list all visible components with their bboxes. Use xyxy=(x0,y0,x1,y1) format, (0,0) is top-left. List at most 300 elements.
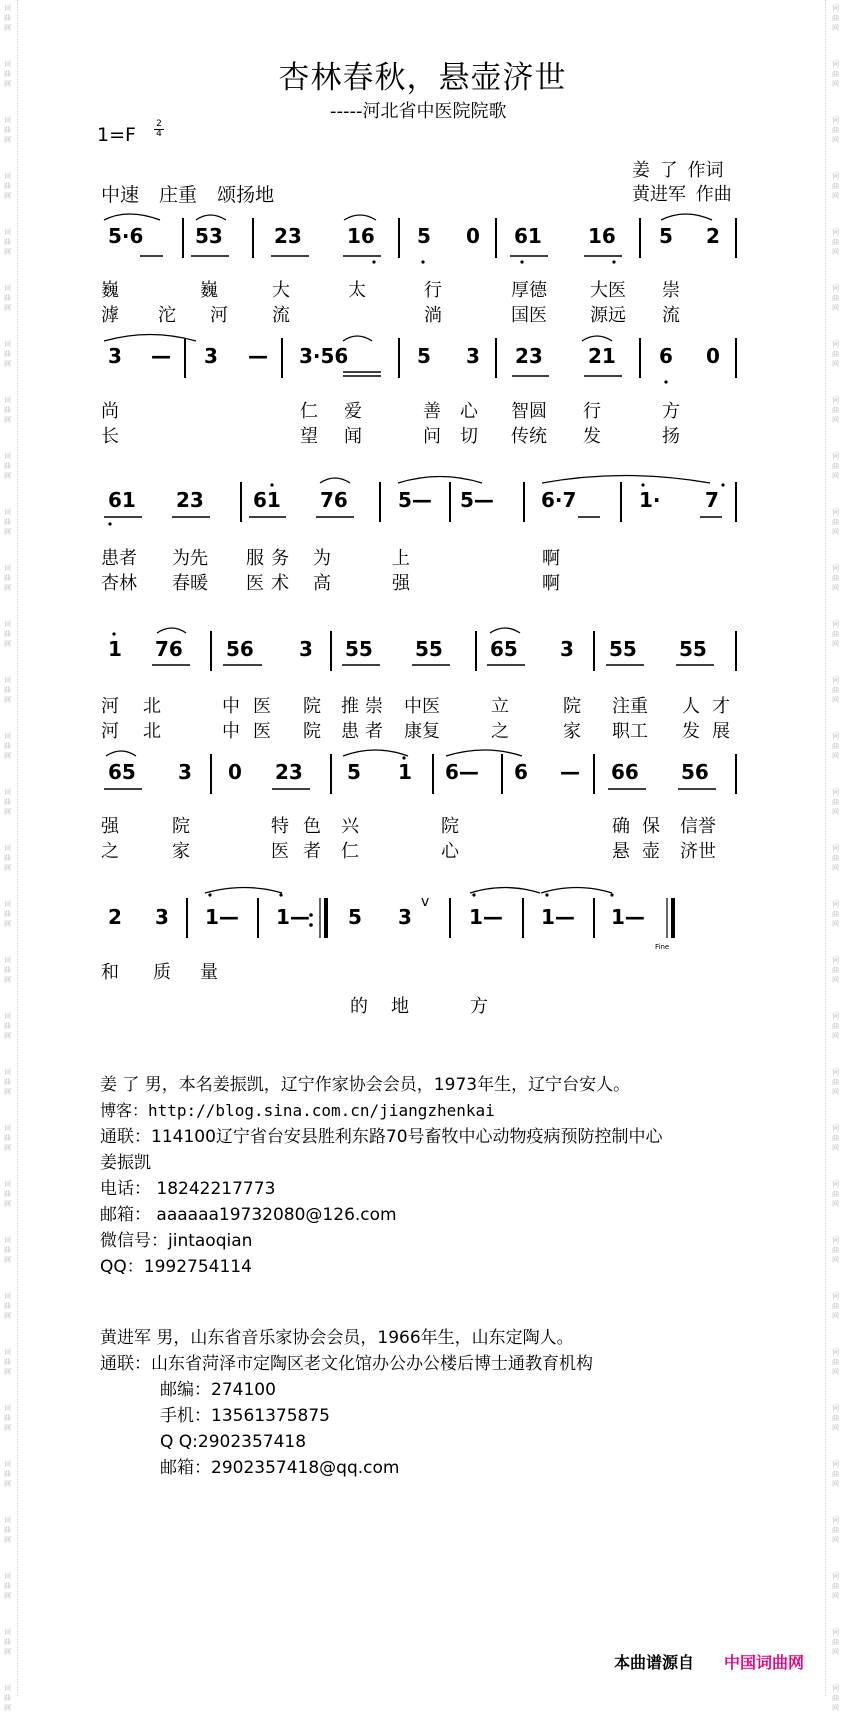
lyricist-intro: 姜 了 男，本名姜振凯，辽宁作家协会会员，1973年生，辽宁台安人。 xyxy=(100,1075,631,1095)
lyric-word: 方 xyxy=(470,996,488,1017)
watermark-glyph: 网 xyxy=(4,416,11,424)
watermark-glyph: 网 xyxy=(832,1088,839,1096)
lyric-word: 行 xyxy=(583,401,601,422)
watermark-glyph: 网 xyxy=(832,304,839,312)
source-site-link[interactable]: 中国词曲网 xyxy=(724,1653,805,1672)
watermark-glyph: 曲 xyxy=(832,686,839,694)
lyric-word: 高 xyxy=(313,573,331,594)
barline xyxy=(210,754,212,794)
tempo-marking: 中速 庄重 颂扬地 xyxy=(101,184,275,206)
lyric-word: 务 xyxy=(271,548,289,569)
lyric-word: 春暖 xyxy=(172,573,208,594)
note: 61 xyxy=(514,224,542,248)
composer-address: 通联：山东省菏泽市定陶区老文化馆办公办公楼后博士通教育机构 xyxy=(100,1354,593,1374)
note: 1— xyxy=(469,905,503,929)
watermark-glyph: 词 xyxy=(832,1012,839,1020)
lyric-word: 巍 xyxy=(200,280,218,301)
watermark-glyph: 网 xyxy=(832,696,839,704)
lyric-word: 问 xyxy=(423,426,441,447)
watermark-glyph: 网 xyxy=(4,360,11,368)
lyric-word: 注重 xyxy=(612,696,648,717)
watermark-glyph: 词 xyxy=(4,1180,11,1188)
watermark-glyph: 曲 xyxy=(4,1638,11,1646)
lyric-word: 院 xyxy=(441,816,459,837)
watermark-glyph: 词 xyxy=(832,1348,839,1356)
barline xyxy=(210,631,212,671)
watermark-glyph: 曲 xyxy=(832,462,839,470)
barline xyxy=(475,631,477,671)
watermark-glyph: 网 xyxy=(4,696,11,704)
song-title: 杏林春秋，悬壶济世 xyxy=(278,60,567,96)
barline xyxy=(593,898,595,938)
barline xyxy=(593,631,595,671)
watermark-glyph: 曲 xyxy=(4,742,11,750)
note: 53 xyxy=(195,224,223,248)
watermark-glyph: 词 xyxy=(832,956,839,964)
watermark-glyph: 曲 xyxy=(4,910,11,918)
lyric-word: 望 xyxy=(300,426,318,447)
watermark-glyph: 曲 xyxy=(4,294,11,302)
lyricist-info xyxy=(100,1072,663,1280)
watermark-glyph: 曲 xyxy=(4,630,11,638)
lyric-word: 之 xyxy=(101,841,119,862)
lyric-word: 量 xyxy=(200,962,218,983)
note: 3 xyxy=(466,344,480,368)
watermark-glyph: 网 xyxy=(832,976,839,984)
note: 0 xyxy=(228,760,242,784)
composer-info xyxy=(100,1325,593,1481)
watermark-glyph: 词 xyxy=(4,1068,11,1076)
lyric-word: 崇 xyxy=(662,280,680,301)
watermark-glyph: 网 xyxy=(832,1648,839,1656)
composer-postcode: 邮编：274100 xyxy=(160,1380,276,1400)
watermark-glyph: 词 xyxy=(832,1124,839,1132)
watermark-glyph: 词 xyxy=(4,732,11,740)
note: 23 xyxy=(515,344,543,368)
watermark-glyph: 词 xyxy=(832,1292,839,1300)
composer-intro: 黄进军 男，山东省音乐家协会会员，1966年生，山东定陶人。 xyxy=(100,1328,574,1348)
watermark-glyph: 曲 xyxy=(832,742,839,750)
lyric-word: 上 xyxy=(392,548,410,569)
watermark-glyph: 网 xyxy=(4,1704,11,1712)
note: 76 xyxy=(320,488,348,512)
note: 23 xyxy=(275,760,303,784)
lyric-word: 中 xyxy=(222,721,240,742)
lyric-word: 大医 xyxy=(590,280,626,301)
lyric-word: 信誉 xyxy=(680,816,716,837)
watermark-glyph: 曲 xyxy=(832,350,839,358)
lyric-word: 壶 xyxy=(642,841,660,862)
watermark-glyph: 网 xyxy=(4,864,11,872)
lyric-word: 扬 xyxy=(662,426,680,447)
lyric-word: 才 xyxy=(712,696,730,717)
lyric-word: 传统 xyxy=(511,426,547,447)
watermark-glyph: 词 xyxy=(4,172,11,180)
lyric-word: 啊 xyxy=(542,573,560,594)
barline xyxy=(432,754,434,794)
note: 55 xyxy=(609,637,637,661)
watermark-glyph: 曲 xyxy=(832,182,839,190)
watermark-glyph: 词 xyxy=(4,1292,11,1300)
lyric-word: 院 xyxy=(303,696,321,717)
lyric-word: 患 xyxy=(341,721,359,742)
watermark-glyph: 词 xyxy=(4,1236,11,1244)
lyric-word: 者 xyxy=(365,721,383,742)
watermark-glyph: 曲 xyxy=(832,1358,839,1366)
note: 55 xyxy=(679,637,707,661)
note: 7 xyxy=(705,488,719,512)
watermark-glyph: 曲 xyxy=(832,1134,839,1142)
note: 3 xyxy=(204,344,218,368)
lyricist-address: 通联：114100辽宁省台安县胜利东路70号畜牧中心动物疫病预防控制中心 xyxy=(100,1127,663,1147)
watermark-glyph: 词 xyxy=(832,1628,839,1636)
lyric-word: 仁 xyxy=(300,401,318,422)
note: 1— xyxy=(541,905,575,929)
slurs-row-6 xyxy=(0,880,845,940)
watermark-glyph: 网 xyxy=(832,360,839,368)
watermark-glyph: 曲 xyxy=(4,462,11,470)
note: 5 xyxy=(347,760,361,784)
watermark-glyph: 网 xyxy=(832,248,839,256)
watermark-glyph: 网 xyxy=(832,1144,839,1152)
watermark-glyph: 词 xyxy=(832,508,839,516)
lyric-word: 滹 xyxy=(101,305,119,326)
lyric-word: 为先 xyxy=(172,548,208,569)
watermark-glyph: 曲 xyxy=(4,854,11,862)
lyric-word: 中医 xyxy=(404,696,440,717)
watermark-glyph: 词 xyxy=(4,4,11,12)
lyric-word: 国医 xyxy=(511,305,547,326)
lyricist-qq: QQ：1992754114 xyxy=(100,1257,252,1277)
breath-mark: v xyxy=(421,894,430,910)
note: 3 xyxy=(299,637,313,661)
note: 6·7 xyxy=(541,488,577,512)
lyric-word: 为 xyxy=(313,548,331,569)
lyric-word: 家 xyxy=(563,721,581,742)
lyric-word: 仁 xyxy=(341,841,359,862)
note: 0 xyxy=(466,224,480,248)
watermark-glyph: 网 xyxy=(4,1480,11,1488)
watermark-glyph: 曲 xyxy=(4,574,11,582)
watermark-glyph: 曲 xyxy=(832,1190,839,1198)
lyric-word: 强 xyxy=(101,816,119,837)
song-subtitle: -----河北省中医院院歌 xyxy=(330,101,507,122)
lyric-word: 医 xyxy=(253,721,271,742)
watermark-glyph: 网 xyxy=(4,920,11,928)
lyric-word: 康复 xyxy=(404,721,440,742)
watermark-glyph: 曲 xyxy=(832,406,839,414)
lyric-word: 者 xyxy=(303,841,321,862)
watermark-glyph: 词 xyxy=(4,1348,11,1356)
watermark-glyph: 曲 xyxy=(4,1694,11,1702)
watermark-glyph: 词 xyxy=(4,452,11,460)
note: 65 xyxy=(108,760,136,784)
watermark-glyph: 网 xyxy=(4,1032,11,1040)
watermark-glyph: 曲 xyxy=(832,574,839,582)
watermark-glyph: 网 xyxy=(4,1256,11,1264)
watermark-glyph: 网 xyxy=(832,584,839,592)
composer-qq: Q Q:2902357418 xyxy=(160,1432,307,1452)
note: 3 xyxy=(398,905,412,929)
watermark-glyph: 词 xyxy=(4,1628,11,1636)
key-signature: 1=F xyxy=(97,124,136,146)
note: 6 xyxy=(659,344,673,368)
lyric-word: 服 xyxy=(246,548,264,569)
lyric-word: 立 xyxy=(491,696,509,717)
lyric-word: 院 xyxy=(303,721,321,742)
watermark-glyph: 网 xyxy=(4,1088,11,1096)
watermark-glyph: 词 xyxy=(832,60,839,68)
time-signature xyxy=(154,120,164,139)
lyric-word: 切 xyxy=(460,426,478,447)
watermark-glyph: 词 xyxy=(4,788,11,796)
watermark-glyph: 词 xyxy=(832,1236,839,1244)
barline xyxy=(735,631,737,671)
note: 2 xyxy=(706,224,720,248)
watermark-glyph: 曲 xyxy=(832,1526,839,1534)
lyric-word: 北 xyxy=(143,696,161,717)
lyricist-credit: 姜 了 作词 xyxy=(632,160,724,181)
watermark-glyph: 曲 xyxy=(4,1302,11,1310)
note: 55 xyxy=(345,637,373,661)
lyric-word: 特 xyxy=(271,816,289,837)
note: 55 xyxy=(415,637,443,661)
composer-mobile: 手机：13561375875 xyxy=(160,1406,330,1426)
watermark-glyph: 曲 xyxy=(832,1246,839,1254)
watermark-glyph: 曲 xyxy=(832,630,839,638)
barline xyxy=(620,482,622,522)
watermark-glyph: 网 xyxy=(832,1704,839,1712)
watermark-glyph: 词 xyxy=(4,620,11,628)
watermark-glyph: 网 xyxy=(4,472,11,480)
watermark-glyph: 词 xyxy=(832,900,839,908)
watermark-glyph: 网 xyxy=(4,752,11,760)
note: 6 xyxy=(514,760,528,784)
note: 61 xyxy=(253,488,281,512)
lyric-word: 善 xyxy=(423,401,441,422)
lyric-word: 沱 xyxy=(158,305,176,326)
watermark-glyph: 网 xyxy=(832,1032,839,1040)
note: 76 xyxy=(155,637,183,661)
note: 2 xyxy=(108,905,122,929)
watermark-glyph: 网 xyxy=(832,1312,839,1320)
lyric-word: 院 xyxy=(172,816,190,837)
watermark-glyph: 曲 xyxy=(832,518,839,526)
lyric-word: 源远 xyxy=(590,305,626,326)
watermark-glyph: 网 xyxy=(832,80,839,88)
watermark-glyph: 曲 xyxy=(4,1246,11,1254)
lyric-word: 的 xyxy=(350,996,368,1017)
watermark-glyph: 词 xyxy=(832,1068,839,1076)
watermark-glyph: 词 xyxy=(832,1404,839,1412)
watermark-glyph: 曲 xyxy=(832,1302,839,1310)
watermark-glyph: 词 xyxy=(832,788,839,796)
note: 1· xyxy=(639,488,661,512)
watermark-glyph: 曲 xyxy=(4,182,11,190)
watermark-glyph: 网 xyxy=(4,80,11,88)
watermark-glyph: 网 xyxy=(832,1368,839,1376)
watermark-glyph: 曲 xyxy=(4,350,11,358)
barline xyxy=(501,754,503,794)
barline xyxy=(184,338,186,378)
watermark-glyph: 网 xyxy=(832,1536,839,1544)
barline xyxy=(522,898,524,938)
note: 5 xyxy=(417,224,431,248)
note: 5— xyxy=(460,488,494,512)
lyric-word: 色 xyxy=(303,816,321,837)
watermark-glyph: 词 xyxy=(832,284,839,292)
watermark-glyph: 词 xyxy=(4,1572,11,1580)
watermark-glyph: 网 xyxy=(4,1536,11,1544)
watermark-glyph: 词 xyxy=(832,844,839,852)
lyric-word: 太 xyxy=(348,280,366,301)
lyric-word: 方 xyxy=(662,401,680,422)
lyricist-phone: 电话： 18242217773 xyxy=(100,1179,276,1199)
lyric-word: 长 xyxy=(101,426,119,447)
watermark-glyph: 曲 xyxy=(832,14,839,22)
lyric-word: 流 xyxy=(662,305,680,326)
watermark-glyph: 词 xyxy=(4,396,11,404)
watermark-glyph: 曲 xyxy=(832,1022,839,1030)
note: 23 xyxy=(274,224,302,248)
lyric-word: 厚德 xyxy=(511,280,547,301)
lyric-word: 院 xyxy=(563,696,581,717)
watermark-glyph: 网 xyxy=(4,640,11,648)
watermark-glyph: 曲 xyxy=(4,1414,11,1422)
barline xyxy=(735,338,737,378)
note: 0 xyxy=(706,344,720,368)
barline xyxy=(495,338,497,378)
lyricist-name: 姜振凯 xyxy=(100,1153,151,1173)
note: — xyxy=(248,344,268,368)
lyric-word: 术 xyxy=(271,573,289,594)
lyric-word: 发 xyxy=(583,426,601,447)
barline xyxy=(523,482,525,522)
lyric-word: 流 xyxy=(272,305,290,326)
lyric-word: 大 xyxy=(272,280,290,301)
watermark-glyph: 词 xyxy=(4,1124,11,1132)
watermark-glyph: 网 xyxy=(4,24,11,32)
watermark-glyph: 词 xyxy=(4,1516,11,1524)
barline xyxy=(735,482,737,522)
watermark-glyph: 曲 xyxy=(4,966,11,974)
watermark-glyph: 曲 xyxy=(832,1078,839,1086)
note: 1— xyxy=(276,905,310,929)
lyric-word: 尚 xyxy=(101,401,119,422)
watermark-glyph: 词 xyxy=(832,4,839,12)
watermark-glyph: 曲 xyxy=(4,406,11,414)
note: 5 xyxy=(417,344,431,368)
watermark-glyph: 曲 xyxy=(832,1694,839,1702)
lyric-word: 地 xyxy=(391,996,409,1017)
watermark-glyph: 网 xyxy=(4,192,11,200)
barline xyxy=(252,218,254,258)
watermark-glyph: 网 xyxy=(4,808,11,816)
lyric-word: 智圆 xyxy=(511,401,547,422)
watermark-glyph: 网 xyxy=(4,528,11,536)
watermark-glyph: 词 xyxy=(4,956,11,964)
note: 1— xyxy=(611,905,645,929)
lyric-word: 确 xyxy=(612,816,630,837)
watermark-glyph: 曲 xyxy=(4,798,11,806)
barline xyxy=(735,218,737,258)
watermark-glyph: 词 xyxy=(832,1516,839,1524)
barline xyxy=(379,482,381,522)
lyric-word: 行 xyxy=(424,280,442,301)
watermark-glyph: 词 xyxy=(4,900,11,908)
lyric-word: 家 xyxy=(172,841,190,862)
composer-email: 邮箱：2902357418@qq.com xyxy=(160,1458,400,1478)
lyric-word: 医 xyxy=(246,573,264,594)
lyric-word: 保 xyxy=(642,816,660,837)
watermark-glyph: 词 xyxy=(4,1460,11,1468)
watermark-glyph: 曲 xyxy=(4,686,11,694)
barline xyxy=(449,898,451,938)
watermark-glyph: 网 xyxy=(832,920,839,928)
note: 1— xyxy=(205,905,239,929)
watermark-glyph: 曲 xyxy=(4,14,11,22)
watermark-glyph: 曲 xyxy=(832,238,839,246)
watermark-glyph: 曲 xyxy=(4,238,11,246)
watermark-glyph: 网 xyxy=(832,24,839,32)
watermark-glyph: 词 xyxy=(832,1684,839,1692)
watermark-glyph: 曲 xyxy=(832,70,839,78)
watermark-glyph: 词 xyxy=(4,116,11,124)
watermark-glyph: 曲 xyxy=(4,1526,11,1534)
watermark-glyph: 网 xyxy=(832,416,839,424)
watermark-glyph: 网 xyxy=(4,1200,11,1208)
watermark-glyph: 网 xyxy=(832,1480,839,1488)
lyric-word: 淌 xyxy=(424,305,442,326)
lyric-word: 中 xyxy=(222,696,240,717)
note: 65 xyxy=(490,637,518,661)
barline xyxy=(449,482,451,522)
note: 6— xyxy=(445,760,479,784)
composer-credit: 黄进军 作曲 xyxy=(632,184,732,205)
lyric-word: 心 xyxy=(441,841,459,862)
watermark-glyph: 曲 xyxy=(832,966,839,974)
note: 5— xyxy=(398,488,432,512)
note: 5 xyxy=(659,224,673,248)
lyricist-email: 邮箱： aaaaaa19732080@126.com xyxy=(100,1205,397,1225)
lyric-word: 啊 xyxy=(542,548,560,569)
note: 3 xyxy=(155,905,169,929)
watermark-glyph: 网 xyxy=(832,864,839,872)
barline xyxy=(639,338,641,378)
note: 1 xyxy=(108,637,122,661)
watermark-glyph: 网 xyxy=(832,752,839,760)
watermark-glyph: 词 xyxy=(4,508,11,516)
watermark-glyph: 词 xyxy=(832,396,839,404)
watermark-glyph: 曲 xyxy=(4,126,11,134)
watermark-glyph: 网 xyxy=(832,640,839,648)
watermark-glyph: 词 xyxy=(4,676,11,684)
watermark-glyph: 曲 xyxy=(832,126,839,134)
note: 23 xyxy=(176,488,204,512)
lyric-word: 崇 xyxy=(365,696,383,717)
watermark-glyph: 词 xyxy=(4,1684,11,1692)
watermark-glyph: 网 xyxy=(4,1424,11,1432)
watermark-glyph: 曲 xyxy=(4,1470,11,1478)
fine-marking: Fine xyxy=(655,943,670,951)
lyric-word: 闻 xyxy=(344,426,362,447)
watermark-glyph: 曲 xyxy=(4,1358,11,1366)
lyric-word: 杏林 xyxy=(101,573,137,594)
watermark-glyph: 网 xyxy=(832,136,839,144)
note: 5 xyxy=(348,905,362,929)
note: 16 xyxy=(588,224,616,248)
lyricist-blog: 博客：http://blog.sina.com.cn/jiangzhenkai xyxy=(100,1101,495,1120)
